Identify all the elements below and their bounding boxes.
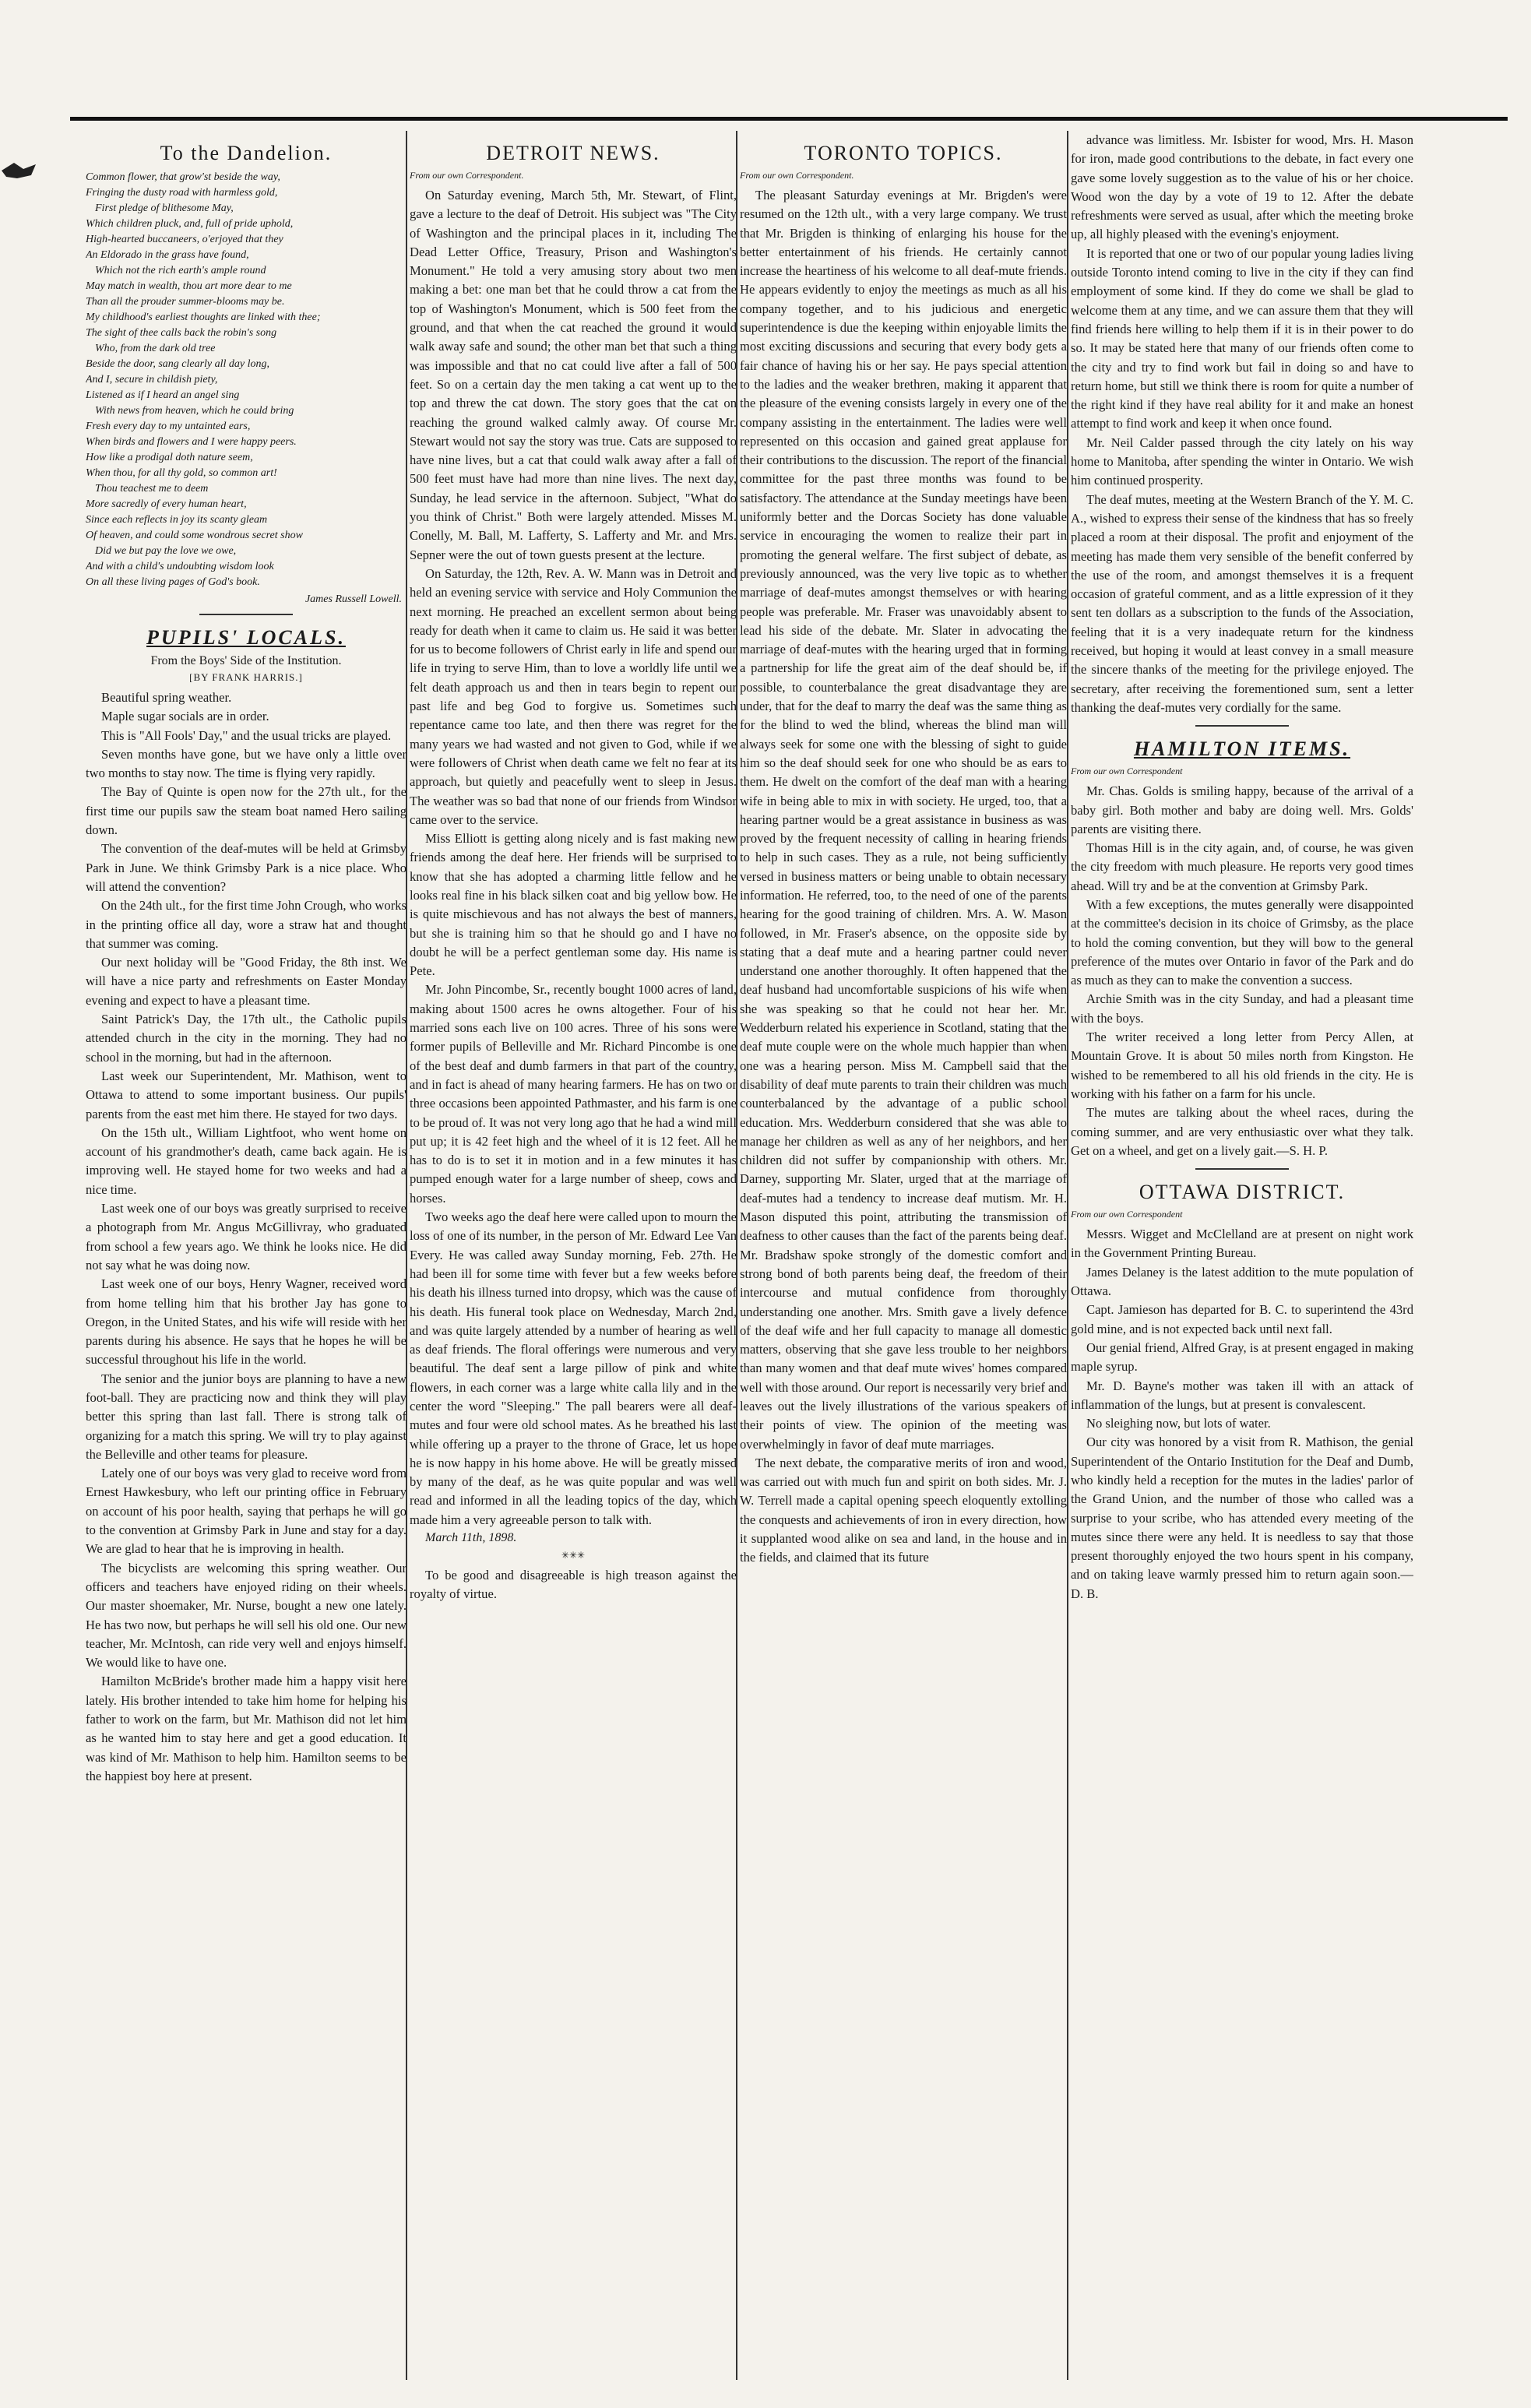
poem-line: Who, from the dark old tree: [95, 343, 216, 354]
poem-line: Since each reflects in joy its scanty gleam: [86, 514, 268, 526]
paragraph: Beautiful spring weather.: [101, 690, 232, 705]
section-body: [410, 186, 737, 1530]
poem-line: Common flower, that grow'st beside the way,: [86, 171, 280, 183]
paragraph: James Delaney is the latest addition to the mute population of Ottawa.: [1071, 1264, 1413, 1299]
poem-line: Than all the prouder summer-blooms may be.: [86, 296, 285, 308]
section-separator: [1195, 1168, 1289, 1170]
section-separator: [199, 614, 293, 615]
paragraph: Mr. Neil Calder passed through the city lately on his way home to Manitoba, after spending the winter in Ontario. We wish him continued prosperity.: [1071, 435, 1413, 488]
top-border-rule: [70, 117, 1508, 121]
separator-stars: ✳✳✳: [561, 1550, 586, 1561]
section-title: OTTAWA DISTRICT.: [1139, 1181, 1346, 1204]
section-title: HAMILTON ITEMS.: [1133, 738, 1351, 761]
poem-line: When birds and flowers and I were happy peers.: [86, 436, 297, 448]
poem-line: Which children pluck, and, full of pride uphold,: [86, 218, 294, 230]
section-title: DETROIT NEWS.: [486, 142, 660, 164]
poem-line: An Eldorado in the grass have found,: [86, 249, 249, 261]
paragraph: Last week our Superintendent, Mr. Mathison, went to Ottawa to attend to some important business. Our pupils' parents from the east met him there. He stayed for two days.: [86, 1068, 407, 1121]
paragraph: Mr. Chas. Golds is smiling happy, because of the arrival of a baby girl. Both mother and baby are doing well. Mrs. Golds' parents are visiting there.: [1071, 783, 1413, 836]
poem-line: Fringing the dusty road with harmless gold,: [86, 187, 278, 199]
section-body: [740, 186, 1067, 1568]
poem-line: Did we but pay the love we owe,: [95, 545, 237, 557]
paragraph: Saint Patrick's Day, the 17th ult., the Catholic pupils attended church in the city in the morning. They had no school in the morning, but had in the afternoon.: [86, 1012, 407, 1065]
page-edge-mark: [0, 160, 37, 181]
article-date: March 11th, 1898.: [425, 1531, 517, 1545]
paragraph: Maple sugar socials are in order.: [101, 709, 269, 724]
section-byline: From our own Correspondent.: [740, 170, 854, 181]
poem-line: And I, secure in childish piety,: [86, 374, 218, 385]
paragraph: On the 24th ult., for the first time John Crough, who works in the printing office all day, wore a straw hat and thought that summer was coming.: [86, 898, 407, 951]
section-subtitle: From the Boys' Side of the Institution.: [150, 654, 342, 667]
poem-line: Listened as if I heard an angel sing: [86, 389, 240, 401]
section-body: [86, 688, 407, 1786]
poem-line: My childhood's earliest thoughts are linked with thee;: [86, 312, 321, 323]
paragraph: With a few exceptions, the mutes generally were disappointed at the committee's decision in its choice of Grimsby, as the place to hold the coming convention, but they will bow to the general preference of the mutes over Ontario in favor of the Park and do as much as they can to make the convention a success.: [1071, 896, 1413, 988]
section-separator: [1195, 725, 1289, 727]
paragraph: Seven months have gone, but we have only a little over two months to stay now. The time is flying very rapidly.: [86, 746, 407, 781]
paragraph: Last week one of our boys, Henry Wagner, received word from home telling him that his brother Jay has gone to Oregon, in the United States, and his wife will reside with her parents during his absence. He says that he hopes he will be successful throughout his life in the world.: [86, 1276, 407, 1368]
column-divider: [1067, 131, 1068, 2380]
paragraph: Our city was honored by a visit from R. Mathison, the genial Superintendent of the Ontario Institution for the Deaf and Dumb, who kindly held a reception for the mutes in the ladies' parlor of the Grand Union, and the number of those who called was a surprise to your scribe, who has attended every meeting of the mutes since there were any held. It is needless to say that those present thoroughly enjoyed the two hours spent in his company, and on taking leave warmly pressed him to return again soon.—D. B.: [1071, 1435, 1413, 1601]
section-byline: From our own Correspondent: [1071, 1209, 1183, 1220]
paragraph: Our genial friend, Alfred Gray, is at present engaged in making maple syrup.: [1071, 1340, 1413, 1375]
paragraph: Archie Smith was in the city Sunday, and had a pleasant time with the boys.: [1071, 991, 1413, 1026]
poem-line: First pledge of blithesome May,: [95, 202, 234, 214]
section-title: TORONTO TOPICS.: [804, 142, 1003, 164]
paragraph: Capt. Jamieson has departed for B. C. to superintend the 43rd gold mine, and is not expected back until next fall.: [1071, 1302, 1413, 1336]
paragraph: The Bay of Quinte is open now for the 27th ult., for the first time our pupils saw the steam boat named Hero sailing down.: [86, 784, 407, 838]
poem-line: Fresh every day to my untainted ears,: [86, 421, 251, 432]
paragraph: This is "All Fools' Day," and the usual tricks are played.: [101, 727, 392, 743]
closing-aphorism: To be good and disagreeable is high treason against the royalty of virtue.: [410, 1568, 737, 1602]
poem-line: May match in wealth, thou art more dear to me: [86, 280, 292, 292]
paragraph: It is reported that one or two of our popular young ladies living outside Toronto intend coming to live in the city if they can find employment of some kind. If they do come we shall be glad to welcome them at any time, and we can assure them that they will find friends here willing to help them if it is in their power to do so. It may be stated here that many of our friends often come to the city and try to find work but fail in doing so and have to return home, but still we think there is room for quite a number of the right kind if they have real ability for it and make an honest attempt to find work and keep it when once found.: [1071, 245, 1413, 431]
paragraph: Lately one of our boys was very glad to receive word from Ernest Hawkesbury, who left our printing office in February on account of his poor health, saying that perhaps he will go to the convention at Grimsby Park in June and stay for a day. We are glad to hear that he is improving in health.: [86, 1466, 407, 1557]
paragraph: The writer received a long letter from Percy Allen, at Mountain Grove. It is about 50 miles north from Kingston. He wished to be remembered to all his old friends in the city. He is working with his father on a farm for his uncle.: [1071, 1030, 1413, 1101]
section-title: PUPILS' LOCALS.: [146, 626, 346, 649]
paragraph: The pleasant Saturday evenings at Mr. Brigden's were resumed on the 12th ult., with a very large company. We trust that Mr. Brigden is thinking of enlarging his house for the better entertainment of his friends. He certainly cannot increase the heartiness of his welcome to all deaf-mute friends. He appears evidently to enjoy the meetings as much as all his company together, and to his judicious and energetic superintendence is due the keeping within enjoyable limits the most exciting discussions and securing that every body gets a fair chance of having his or her say. He pays special attention to the ladies and the weaker brethren, making it apparent that the pleasure of the evening consists largely in every one of the company assisting in the entertainment. The ladies were well represented on this occasion and gained great applause for their contributions to the discussion. The report of the financial committee for the past three months was found to be satisfactory. The attendance at the Sunday meetings have been uniformly better and the Dorcas Society has done valuable service in encouraging the women to realize their part in promoting the general welfare. The first subject of debate, as previously announced, was the very live topic as to whether marriage of deaf-mutes amongst themselves or with hearing people was preferable. Mr. Fraser was unavoidably absent to lead his side of the debate. Mr. Slater in advocating the marriage of deaf-mutes with the hearing urged that in forming a partnership for life the great aim of the deaf should be, if possible, to counterbalance the great disadvantage they are under, that for the deaf to marry the deaf was the same thing as for the blind to wed the blind, whereas the blind man will always seek for some one with the blessing of sight to guide him so the deaf should seek for one who should be as ears to them. He dwelt on the comfort of the deaf man with a hearing wife in being able to mix in with society. He urged, too, that a hearing partner would be a great assistance in business as was proved by the frequent necessity of calling in hearing friends to help in such cases. They as a rule, not being sufficiently versed in business matters or being unable to obtain necessary information. He referred, too, to the need of one of the parents hearing for the good training of children. Mrs. A. W. Mason followed, in Mr. Fraser's absence, on the opposite side by stating that a deaf mute and a hearing partner could never understand one another thoroughly. It often happened that the deaf husband had uncomfortable suspicions of his wife when she was speaking so that he could not hear her. Mr. Wedderburn related his experience in Scotland, stating that the deaf mute couple were on the whole much happier than when one was a hearing person. Miss M. Campbell said that the disability of deaf mute parents to train their children was much counterbalanced by the advantage of a public school education. Mrs. Wedderburn considered that she was able to manage her children as well as any of her neighbors, and her children did not suffer by companionship with others. Mr. Darney, supporting Mr. Slater, urged that at the marriage of deaf-mutes had a tendency to increase deaf mutism. Mr. H. Mason disputed this point, attributing the transmission of deafness to other causes than the fact of the parents being deaf. Mr. Bradshaw spoke strongly of the domestic comfort and strong bond of both parents being deaf, the freedom of their intercourse and mutual confidence from thoroughly understanding one another. Mrs. Smith gave a lively defence of the deaf wife and her full capacity to manage all domestic matters, observing that she gave less trouble to her neighbors than many women and that deaf mute wives' homes compared well with those around. Our report is necessarily very brief and leaves out the lively illustrations of the various speakers of their points of view. The opinion of the meeting was overwhelmingly in favor of deaf mute marriages.: [740, 188, 1067, 1452]
section-byline: [BY FRANK HARRIS.]: [189, 671, 303, 683]
section-body: [1071, 782, 1413, 1160]
paragraph: Our next holiday will be "Good Friday, the 8th inst. We will have a nice party and refreshments on Easter Monday evening and expect to have a pleasant time.: [86, 955, 407, 1008]
paragraph: The senior and the junior boys are planning to have a new foot-ball. They are practicing now and think they will play better this spring than last fall. There is strong talk of organizing for a match this spring. We will try to play against the Belleville and other teams for pleasure.: [86, 1371, 407, 1462]
poem-line: Thou teachest me to deem: [95, 483, 209, 495]
poem-author: James Russell Lowell.: [304, 593, 402, 605]
paragraph: Hamilton McBride's brother made him a happy visit here lately. His brother intended to take him home for helping his father to work on the farm, but Mr. Mathison did not let him as he wanted him to stay here and get a good education. It was kind of Mr. Mathison to help him. Hamilton seems to be the happiest boy here at present.: [86, 1674, 407, 1783]
paragraph: The mutes are talking about the wheel races, during the coming summer, and are very enthusiastic over what they talk. Get on a wheel, and get on a lively gait.—S. H. P.: [1071, 1105, 1413, 1158]
section-byline: From our own Correspondent.: [410, 170, 524, 181]
column-1: [86, 131, 407, 2385]
paragraph: Miss Elliott is getting along nicely and is fast making new friends among the deaf here. Her friends will be surprised to know that she has adopted a charming little fellow and he looks real fine in his black silken coat and big yellow bow. He is quite mischievous and has not always the best of manners, but she is training him so that he should go and I have no doubt he will be a perfect gentleman some day. His name is Pete.: [410, 831, 737, 979]
paragraph: The convention of the deaf-mutes will be held at Grimsby Park in June. We think Grimsby Park is a nice place. Who will attend the convention?: [86, 841, 407, 894]
poem-line: When thou, for all thy gold, so common art!: [86, 467, 277, 479]
poem-line: With news from heaven, which he could bring: [95, 405, 294, 417]
poem-title: To the Dandelion.: [160, 142, 333, 164]
paragraph: The bicyclists are welcoming this spring weather. Our officers and teachers have enjoyed riding on their wheels. Our master shoemaker, Mr. Nurse, bought a new one lately. He has two now, but perhaps he will sell his old one. Our new teacher, Mr. McIntosh, can ride very well and enjoys himself. We would like to have one.: [86, 1560, 407, 1670]
poem-line: The sight of thee calls back the robin's song: [86, 327, 277, 339]
paragraph: On the 15th ult., William Lightfoot, who went home on account of his grandmother's death, came back again. He is improving well. He stayed home for two weeks and had a nice time.: [86, 1125, 407, 1197]
paragraph: advance was limitless. Mr. Isbister for wood, Mrs. H. Mason for iron, made good contributions to the debate, in fact every one gave some lovely suggestion as to the value of his or her choice. Wood won the day by a vote of 19 to 12. After the debate refreshments were served as usual, after which the meeting broke up, all highly pleased with the evening's enjoyment.: [1071, 132, 1413, 242]
poem-line: And with a child's undoubting wisdom look: [86, 561, 274, 572]
poem-line: More sacredly of every human heart,: [86, 498, 247, 510]
paragraph: Two weeks ago the deaf here were called upon to mourn the loss of one of its number, in the person of Mr. Edward Lee Van Every. He was called away Sunday morning, Feb. 27th. He had been ill for some time with fever but a few weeks before his death his illness turned into dropsy, which was the cause of his death. His funeral took place on Wednesday, March 2nd, and was quite largely attended by a number of hearing as well as deaf friends. The floral offerings were numerous and very beautiful. The deaf sent a large pillow of pink and white flowers, in each corner was a large white calla lily and in the center the word "Sleeping." The pall bearers were all deaf-mutes and four were old school mates. As he breathed his last while offering up a prayer to the throne of Grace, let us hope he is now happy in his home above. He will be greatly missed by many of the deaf, as he was quite popular and was well read and informed in all the leading topics of the day, which made him a very agreeable person to talk with.: [410, 1209, 737, 1527]
section-body: [1071, 1225, 1413, 1604]
column-2: [410, 131, 737, 2385]
poem-body: [86, 170, 407, 590]
section-byline: From our own Correspondent: [1071, 766, 1183, 777]
poem-line: Of heaven, and could some wondrous secret show: [86, 530, 303, 541]
paragraph: Last week one of our boys was greatly surprised to receive a photograph from Mr. Angus McGillivray, who graduated from school a few years ago. We think he looks nice. He did not say what he was doing now.: [86, 1201, 407, 1273]
paragraph: No sleighing now, but lots of water.: [1086, 1416, 1271, 1431]
section-body-continued: [1071, 131, 1413, 717]
column-4: [1071, 131, 1413, 2385]
paragraph: On Saturday, the 12th, Rev. A. W. Mann was in Detroit and held an evening service with service and Holy Communion the next morning. He preached an excellent sermon about being ready for death when it came to claim us. He said it was better for us to become followers of Christ early in life and spend our life in trying to serve Him, than to love a worldly life until we felt death approach us and then in tears begin to repent our past life and beg God to forgive us. Sometimes such repentance came too late, and then there was regret for the many years we had wasted and not given to God, while if we were followers of Christ when death came we felt no fear at its approach, but quietly and peacefully went to sleep in Jesus. The weather was so bad that none of our friends from Windsor came over to the service.: [410, 565, 737, 827]
poem-line: On all these living pages of God's book.: [86, 576, 260, 588]
poem-line: High-hearted buccaneers, o'erjoyed that they: [86, 234, 283, 245]
poem-line: How like a prodigal doth nature seem,: [86, 452, 253, 463]
paragraph: On Saturday evening, March 5th, Mr. Stewart, of Flint, gave a lecture to the deaf of Detroit. His subject was "The City of Washington and the principal places in it, including The Dead Letter Office, Treasury, Prison and Washington's Monument." He told a very amusing story about two men making a bet: one man bet that he could throw a cat from the top of Washington's Monument, which is 500 feet from the ground, and that when the cat reached the ground it would walk away safe and sound; the other man bet that such a thing was impossible and that no cat could live after a fall of 500 feet. So on a certain day the men taking a cat went up to the top and threw the cat down. The story goes that the cat on reaching the ground walked calmly away. Of course Mr. Stewart would not say the story was true. Cats are supposed to have nine lives, but a cat that could walk away after a fall of 500 feet must have had more than nine lives. The next day, Sunday, he lead service in the afternoon. Subject, "What do you think of Christ." Both were largely attended. Misses M. Conelly, M. Ball, M. Lafferty, S. Lafferty and Mr. and Mrs. Sepner were the out of town guests present at the lecture.: [410, 188, 737, 562]
paragraph: The next debate, the comparative merits of iron and wood, was carried out with much fun and spirit on both sides. Mr. J. W. Terrell made a capital opening speech eloquently extolling the conquests and achievements of iron in every direction, how it supplanted wood alike on sea and land, in the house and in the fields, and claimed that its future: [740, 1455, 1067, 1565]
paragraph: The deaf mutes, meeting at the Western Branch of the Y. M. C. A., wished to express their sense of the kindness that has so freely placed a room at their disposal. The profit and enjoyment of the meeting has made them very sensible of the benefit conferred by the use of the room, and amongst themselves it is a frequent occasion of grateful comment, and as a little expression of it they sent ten dollars as a subscription to the funds of the Association, feeling that it is a very inadequate return for the kindness received, but hoping it would at least convey in a small measure the sincere thanks of the meeting for the privilege enjoyed. The secretary, after receiving the forementioned sum, sent a letter thanking the deaf-mutes very cordially for the same.: [1071, 491, 1413, 715]
paragraph: Mr. D. Bayne's mother was taken ill with an attack of inflammation of the lungs, but at present is convalescent.: [1071, 1378, 1413, 1412]
paragraph: Messrs. Wigget and McClelland are at present on night work in the Government Printing Bureau.: [1071, 1227, 1413, 1261]
paragraph: Mr. John Pincombe, Sr., recently bought 1000 acres of land, making about 1500 acres he owns altogether. Four of his married sons each live on 100 acres. Three of his sons were former pupils of Belleville and Mr. Richard Pincombe is one of the best deaf and dumb farmers in that part of the country, and in fact is ahead of many hearing farmers. He has on two or three occasions been appointed Pathmaster, and his farm is one to be proud of. It was not very long ago that he had a wind mill put up; it is 42 feet high and the wheel of it is 12 feet. All he has to do is to set it in motion and in a few minutes it has pumped enough water for a large number of sheep, cows and horses.: [410, 982, 737, 1206]
column-3: [740, 131, 1067, 2385]
poem-line: Which not the rich earth's ample round: [95, 265, 266, 276]
poem-line: Beside the door, sang clearly all day long,: [86, 358, 270, 370]
paragraph: Thomas Hill is in the city again, and, of course, he was given the city freedom with much pleasure. He reports very good times ahead. Will try and be at the convention at Grimsby Park.: [1071, 840, 1413, 893]
